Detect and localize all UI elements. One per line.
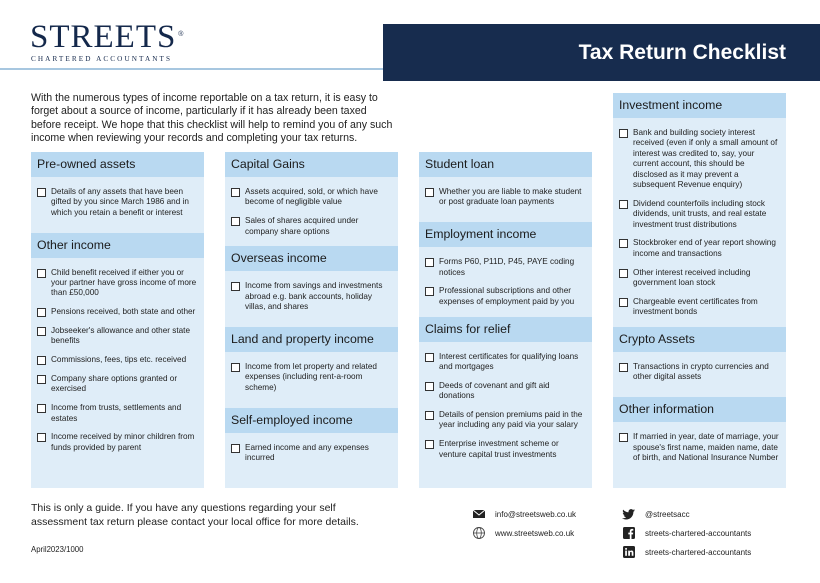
checklist-column-4 [613, 93, 786, 488]
section-heading-capital-gains: Capital Gains [225, 152, 398, 177]
checklist-item: Details of pension premiums paid in the year including any paid via your salary [425, 410, 586, 431]
checkbox[interactable] [425, 382, 434, 391]
checkbox[interactable] [425, 258, 434, 267]
checkbox[interactable] [619, 269, 628, 278]
checklist-item: Child benefit received if either you or your partner have gross income of more than £50,000 [37, 268, 198, 299]
email-link[interactable]: info@streetsweb.co.uk [495, 509, 577, 519]
checklist-item: If married in year, date of marriage, your spouse's first name, maiden name, date of birth, and National Insurance Number [619, 432, 780, 463]
checkbox[interactable] [231, 217, 240, 226]
checkbox[interactable] [425, 353, 434, 362]
header-banner [383, 24, 820, 81]
checklist-item: Details of any assets that have been gifted by you since March 1986 and in which you retain a benefit or interest [37, 187, 198, 218]
checklist-item: Income received by minor children from funds provided by parent [37, 432, 198, 453]
checkbox[interactable] [37, 404, 46, 413]
checklist-item: Forms P60, P11D, P45, PAYE coding notices [425, 257, 586, 278]
checkbox[interactable] [37, 188, 46, 197]
section-heading-crypto-assets: Crypto Assets [613, 327, 786, 352]
checkbox[interactable] [231, 282, 240, 291]
checklist-item: Pensions received, both state and other [37, 307, 198, 317]
checklist-item: Company share options granted or exercised [37, 374, 198, 395]
checkbox[interactable] [619, 200, 628, 209]
checkbox[interactable] [619, 239, 628, 248]
checklist-item: Assets acquired, sold, or which have become of negligible value [231, 187, 392, 208]
logo-name: STREETS [30, 19, 177, 55]
section-heading-student-loan: Student loan [419, 152, 592, 177]
twitter-icon [622, 507, 636, 521]
checklist-item: Income from trusts, settlements and estates [37, 403, 198, 424]
checkbox[interactable] [619, 433, 628, 442]
checklist-item: Jobseeker's allowance and other state benefits [37, 326, 198, 347]
section-heading-claims-for-relief: Claims for relief [419, 317, 592, 342]
checklist-column-3 [419, 152, 592, 488]
contact-twitter [622, 507, 690, 521]
section-heading-land-and-property-income: Land and property income [225, 327, 398, 352]
globe-icon [472, 526, 486, 540]
checkbox[interactable] [37, 269, 46, 278]
checklist-item: Deeds of covenant and gift aid donations [425, 381, 586, 402]
checkbox[interactable] [37, 433, 46, 442]
section-heading-pre-owned-assets: Pre-owned assets [31, 152, 204, 177]
page-title: Tax Return Checklist [578, 41, 786, 64]
facebook-icon [622, 526, 636, 540]
checklist-item: Enterprise investment scheme or venture capital trust investments [425, 439, 586, 460]
contact-web [472, 526, 574, 540]
checklist-item: Other interest received including government loan stock [619, 268, 780, 289]
checkbox[interactable] [37, 308, 46, 317]
section-heading-employment-income: Employment income [419, 222, 592, 247]
checkbox[interactable] [619, 363, 628, 372]
contact-email [472, 507, 576, 521]
linkedin-icon [622, 545, 636, 559]
checkbox[interactable] [425, 440, 434, 449]
logo-registered-mark: ® [178, 31, 185, 38]
checkbox[interactable] [37, 375, 46, 384]
header-divider [0, 68, 383, 70]
checklist-item: Earned income and any expenses incurred [231, 443, 392, 464]
checkbox[interactable] [619, 129, 628, 138]
checklist-item: Interest certificates for qualifying loans and mortgages [425, 352, 586, 373]
checkbox[interactable] [231, 188, 240, 197]
checklist-column-2 [225, 152, 398, 488]
contact-facebook [622, 526, 751, 540]
logo-tagline: CHARTERED ACCOUNTANTS [31, 55, 173, 63]
checkbox[interactable] [425, 287, 434, 296]
section-heading-overseas-income: Overseas income [225, 246, 398, 271]
checklist-item: Commissions, fees, tips etc. received [37, 355, 198, 365]
checkbox[interactable] [619, 298, 628, 307]
checkbox[interactable] [37, 327, 46, 336]
checklist-item: Bank and building society interest received (even if only a small amount of interest was credited to, say, your current account, this should be disclosed as it may prevent a subsequent Revenue enquiry) [619, 128, 780, 190]
checklist-item: Sales of shares acquired under company share options [231, 216, 392, 237]
checklist-item: Whether you are liable to make student or post graduate loan payments [425, 187, 586, 208]
checklist-item: Dividend counterfoils including stock dividends, unit trusts, and real estate investment trust distributions [619, 199, 780, 230]
section-heading-self-employed-income: Self-employed income [225, 408, 398, 433]
section-heading-other-information: Other information [613, 397, 786, 422]
envelope-icon [472, 507, 486, 521]
checkbox[interactable] [231, 363, 240, 372]
twitter-link[interactable]: @streetsacc [645, 509, 690, 519]
disclaimer-text: This is only a guide. If you have any questions regarding your self assessment tax return please contact your local office for more details. [31, 502, 359, 529]
checklist-item: Professional subscriptions and other expenses of employment paid by you [425, 286, 586, 307]
contact-linkedin [622, 545, 751, 559]
intro-paragraph: With the numerous types of income reportable on a tax return, it is easy to forget about a source of income, particularly if it has already been taxed before receipt. We hope that this checklist will help to remind you of any such income when reviewing your records and completing your tax returns. [31, 92, 393, 144]
checklist-item: Income from savings and investments abroad e.g. bank accounts, holiday villas, and shares [231, 281, 392, 312]
checklist-item: Income from let property and related expenses (including rent-a-room scheme) [231, 362, 392, 393]
website-link[interactable]: www.streetsweb.co.uk [495, 528, 575, 538]
document-reference: April2023/1000 [31, 545, 84, 554]
linkedin-link[interactable]: streets-chartered-accountants [645, 547, 752, 557]
checkbox[interactable] [425, 188, 434, 197]
checklist-item: Chargeable event certificates from investment bonds [619, 297, 780, 318]
company-logo [30, 19, 185, 63]
checkbox[interactable] [231, 444, 240, 453]
checklist-column-1 [31, 152, 204, 488]
section-heading-other-income: Other income [31, 233, 204, 258]
checkbox[interactable] [425, 411, 434, 420]
section-heading-investment-income: Investment income [613, 93, 786, 118]
facebook-link[interactable]: streets-chartered-accountants [645, 528, 752, 538]
checklist-item: Stockbroker end of year report showing income and transactions [619, 238, 780, 259]
checkbox[interactable] [37, 356, 46, 365]
checklist-item: Transactions in crypto currencies and other digital assets [619, 362, 780, 383]
